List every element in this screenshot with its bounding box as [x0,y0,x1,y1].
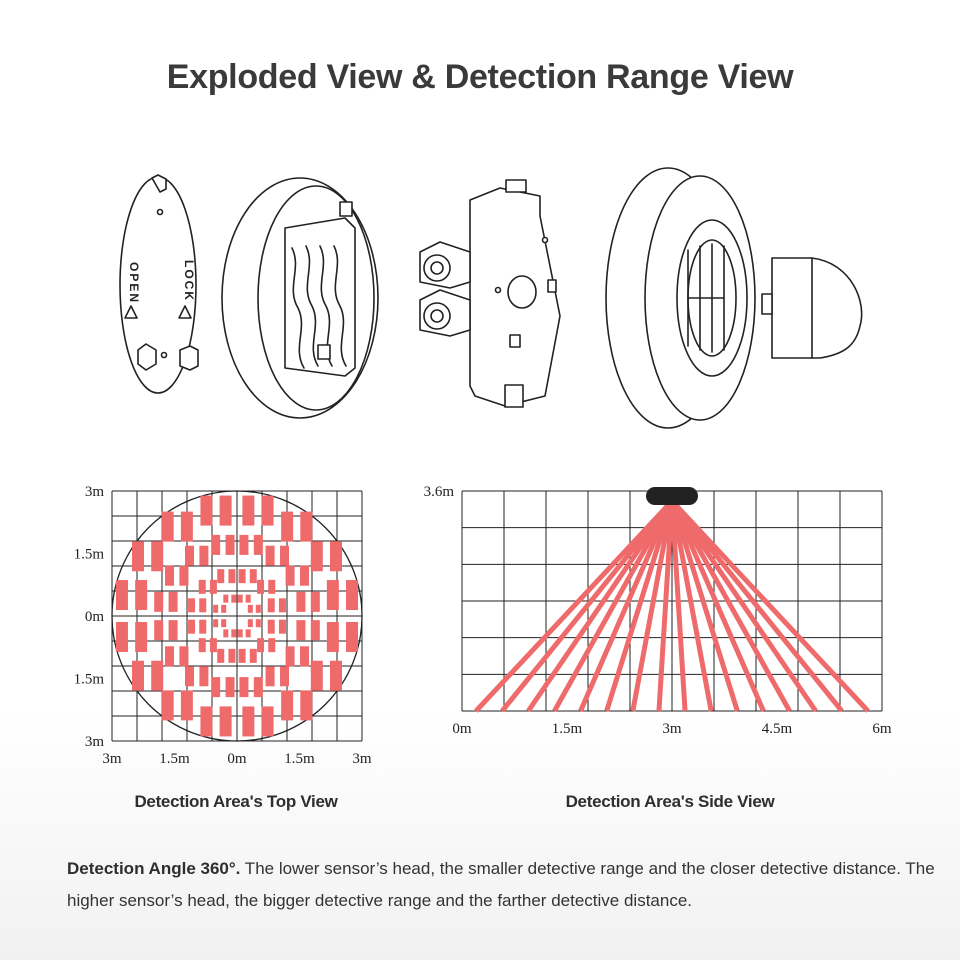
detection-zone [242,496,254,526]
detection-zone [181,690,193,720]
detection-beam [672,501,842,711]
detection-beam [672,501,763,711]
detection-zone [188,598,195,612]
detection-zone [169,592,178,612]
detection-zone [311,620,320,640]
detection-zone [281,690,293,720]
detection-zone [199,638,206,652]
detection-zone [239,535,248,555]
detection-zone [169,620,178,640]
x-tick-label: 6m [872,721,892,737]
y-tick-label: 1.5m [73,671,104,688]
detection-zone [223,595,228,603]
side-view-svg [410,475,910,775]
detection-zone [162,512,174,542]
circuit-board-bracket [420,180,560,407]
detection-zone [327,622,339,652]
detection-zone [238,629,243,637]
detection-zone [181,512,193,542]
detection-zone [199,546,208,566]
detection-zone [228,569,235,583]
detection-zone [231,595,236,603]
detection-zone [165,646,174,666]
detection-zone [135,580,147,610]
page-title: Exploded View & Detection Range View [166,58,794,96]
detection-zone [151,541,163,571]
detection-zone [223,629,228,637]
detection-zone [300,566,309,586]
y-tick-label: 3.6m [423,484,454,500]
detection-zone [188,620,195,634]
detection-zone [217,649,224,663]
top-view-chart [60,475,390,775]
detection-zone [296,620,305,640]
detection-zone [226,677,235,697]
x-tick-label: 3m [662,721,682,737]
detection-zone [228,649,235,663]
detection-zone [220,496,232,526]
x-tick-label: 4.5m [761,721,793,737]
housing-back [222,178,378,418]
sensor-lens [762,258,862,358]
detection-zone [286,566,295,586]
detection-zone [200,496,212,526]
y-tick-label: 0m [84,609,104,625]
side-view-caption: Detection Area's Side View [565,792,775,811]
detection-zone [268,620,275,634]
detection-zone [151,661,163,691]
detection-zone [179,566,188,586]
detection-zone [239,677,248,697]
detection-zone [300,690,312,720]
detection-zone [239,569,246,583]
detection-zone [211,535,220,555]
detection-zone [154,592,163,612]
detection-zone [220,706,232,736]
detection-zone [346,580,358,610]
detection-zone [311,541,323,571]
description-bold: Detection Angle 360°. [67,859,241,878]
detection-zone [256,619,261,627]
detection-zone [280,666,289,686]
detection-zone [116,622,128,652]
sensor-head [646,487,698,505]
detection-zone [238,595,243,603]
detection-zone [213,619,218,627]
y-tick-label: 1.5m [73,546,104,563]
exploded-view-illustration [0,160,960,440]
detection-zone [279,620,286,634]
detection-zone [346,622,358,652]
detection-zone [211,677,220,697]
detection-zone [280,546,289,566]
detection-zone [248,619,253,627]
detection-zone [281,512,293,542]
open-label: OPEN [127,262,141,305]
detection-zone [268,598,275,612]
detection-zone [221,619,226,627]
detection-zone [185,546,194,566]
x-tick-label: 1.5m [551,721,583,737]
detection-zone [256,605,261,613]
detection-zone [262,706,274,736]
top-view-caption: Detection Area's Top View [134,792,338,811]
x-tick-label: 1.5m [159,751,190,767]
detection-zone [239,649,246,663]
detection-zone [179,646,188,666]
detection-zone [279,598,286,612]
detection-zone [199,580,206,594]
detection-zone [250,649,257,663]
detection-zone [132,661,144,691]
detection-zone [268,638,275,652]
detection-zone [221,605,226,613]
detection-zone [330,541,342,571]
detection-zone [300,646,309,666]
detection-zone [165,566,174,586]
detection-zone [266,546,275,566]
detection-zone [162,690,174,720]
detection-zone [154,620,163,640]
detection-zone [199,666,208,686]
side-view-chart [410,475,910,775]
detection-zone [231,629,236,637]
x-tick-label: 0m [452,721,472,737]
detection-zone [200,706,212,736]
detection-zone [246,595,251,603]
detection-zone [132,541,144,571]
detection-zone [210,638,217,652]
detection-zone [254,535,263,555]
detection-zone [311,592,320,612]
description [67,853,937,917]
detection-zone [210,580,217,594]
detection-zone [135,622,147,652]
x-tick-label: 0m [227,751,247,767]
detection-zone [296,592,305,612]
detection-zone [217,569,224,583]
detection-zone [248,605,253,613]
detection-zone [116,580,128,610]
detection-zone [257,638,264,652]
x-tick-label: 3m [102,751,122,767]
detection-zone [262,496,274,526]
detection-zone [246,629,251,637]
detection-zone [300,512,312,542]
detection-zone [185,666,194,686]
detection-zone [257,580,264,594]
x-tick-label: 3m [352,751,372,767]
lock-label: LOCK [182,260,196,302]
y-tick-label: 3m [84,734,104,750]
detection-zone [213,605,218,613]
detection-zone [250,569,257,583]
detection-zone [330,661,342,691]
detection-zone [199,620,206,634]
description-text: The lower sensor’s head, the smaller detective range and the closer detective distance. The higher sensor’s head, the bigger detective range and the farther detective distance. [67,859,935,910]
detection-zone [199,598,206,612]
detection-zone [286,646,295,666]
top-view-svg [60,475,390,775]
x-tick-label: 1.5m [284,751,315,767]
detection-zone [266,666,275,686]
detection-zone [254,677,263,697]
detection-zone [327,580,339,610]
detection-beam [581,501,672,711]
y-tick-label: 3m [84,484,104,500]
detection-beam [502,501,672,711]
front-cover [606,168,755,428]
detection-zone [268,580,275,594]
detection-zone [226,535,235,555]
detection-zone [242,706,254,736]
detection-zone [311,661,323,691]
